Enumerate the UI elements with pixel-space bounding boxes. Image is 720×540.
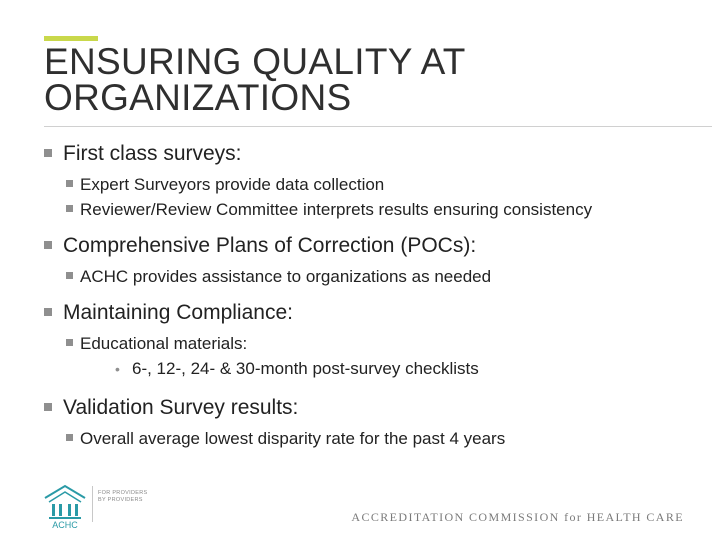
sub-bullet-disparity-rate — [44, 428, 694, 450]
dot-bullet-icon: • — [115, 361, 120, 377]
logo-text: ACHC — [52, 520, 78, 530]
title-divider — [44, 126, 712, 127]
bullet-text: Overall average lowest disparity rate for the past 4 years — [80, 429, 506, 448]
bullet-text: Educational materials: — [80, 334, 248, 353]
slide-footer — [0, 470, 720, 540]
bullet-plans-of-correction — [44, 234, 694, 258]
sub-bullet-expert-surveyors — [44, 174, 694, 196]
bullet-text: Expert Surveyors provide data collection — [80, 175, 385, 194]
bullet-maintaining-compliance — [44, 301, 694, 325]
logo-tagline — [98, 490, 147, 504]
square-bullet-icon — [66, 434, 73, 441]
bullet-text: First class surveys: — [63, 142, 242, 165]
square-bullet-icon — [44, 241, 52, 249]
square-bullet-icon — [44, 308, 52, 316]
tagline-line-1: FOR PROVIDERS — [98, 490, 148, 496]
square-bullet-icon — [66, 339, 73, 346]
bullet-first-class-surveys — [44, 142, 694, 166]
sub-bullet-educational-materials — [44, 333, 694, 355]
slide-title — [44, 41, 684, 118]
square-bullet-icon — [66, 205, 73, 212]
square-bullet-icon — [44, 403, 52, 411]
bullet-text: Validation Survey results: — [63, 396, 299, 419]
bullet-text: Maintaining Compliance: — [63, 301, 293, 324]
sub-bullet-review-committee — [44, 199, 694, 221]
achc-logo-icon — [40, 480, 90, 530]
bullet-text: Reviewer/Review Committee interprets results ensuring consistency — [80, 200, 593, 219]
logo-divider — [92, 486, 93, 522]
bullet-validation-survey — [44, 396, 694, 420]
title-line-2: ORGANIZATIONS — [44, 77, 352, 118]
organization-name: ACCREDITATION COMMISSION for HEALTH CARE — [351, 510, 684, 524]
square-bullet-icon — [66, 272, 73, 279]
square-bullet-icon — [66, 180, 73, 187]
title-line-1: ENSURING QUALITY AT — [44, 41, 466, 82]
tagline-line-2: BY PROVIDERS — [98, 497, 143, 503]
sub-sub-bullet-checklists — [44, 358, 694, 380]
bullet-text: ACHC provides assistance to organizations as needed — [80, 267, 492, 286]
bullet-text: Comprehensive Plans of Correction (POCs): — [63, 234, 477, 257]
sub-bullet-achc-assistance — [44, 266, 694, 288]
slide-body — [44, 142, 694, 453]
square-bullet-icon — [44, 149, 52, 157]
bullet-text: 6-, 12-, 24- & 30-month post-survey checklists — [132, 359, 479, 378]
